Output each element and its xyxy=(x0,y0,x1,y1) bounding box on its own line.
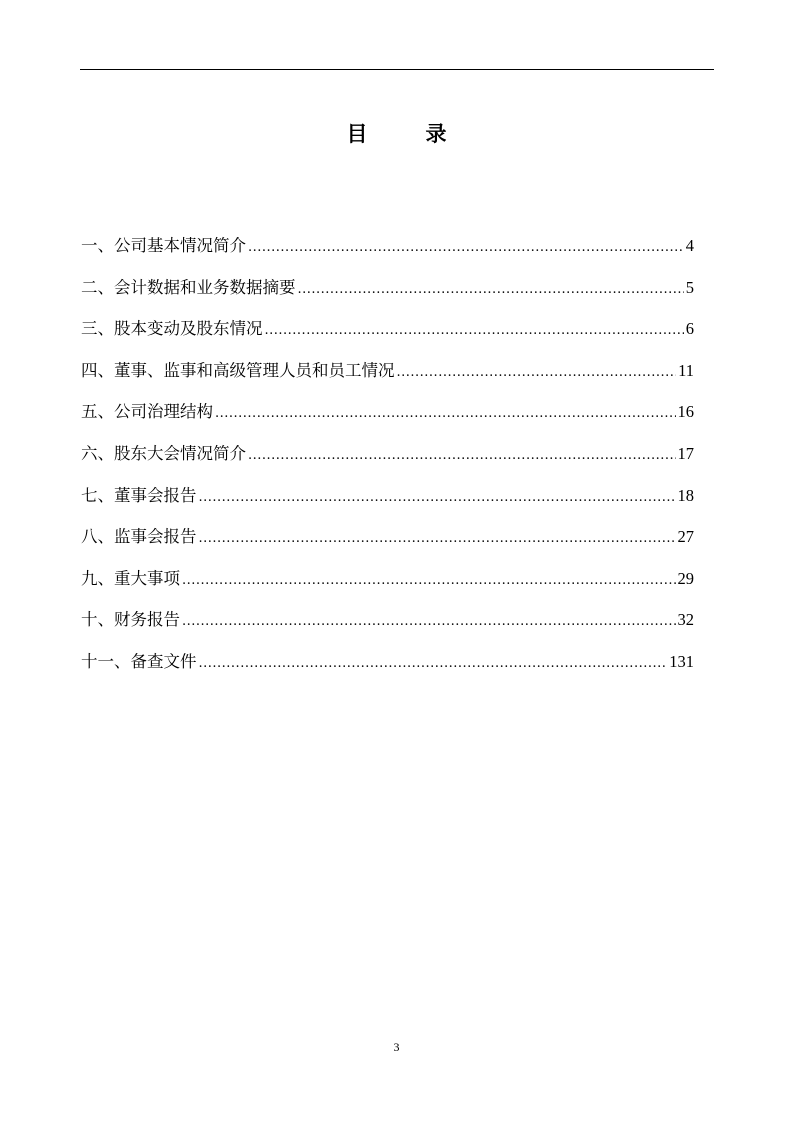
toc-entry-page: 5 xyxy=(685,277,694,297)
toc-entry-page: 27 xyxy=(677,527,694,547)
title-part-2: 录 xyxy=(425,121,447,146)
toc-leader-dots xyxy=(182,609,676,635)
toc-leader-dots xyxy=(199,526,676,552)
toc-entry-label: 四、董事、监事和高级管理人员和员工情况 xyxy=(81,360,395,380)
table-of-contents xyxy=(81,233,694,691)
toc-entry-page: 6 xyxy=(685,319,694,339)
toc-entry[interactable] xyxy=(81,524,694,566)
toc-entry-page: 32 xyxy=(677,610,694,630)
toc-entry-page: 29 xyxy=(677,568,694,588)
page-number: 3 xyxy=(393,1040,400,1054)
toc-entry-label: 十、财务报告 xyxy=(81,610,180,630)
toc-entry[interactable] xyxy=(81,399,694,441)
header-rule xyxy=(80,69,714,70)
toc-leader-dots xyxy=(397,360,677,386)
toc-entry[interactable] xyxy=(81,649,694,691)
toc-leader-dots xyxy=(265,318,684,344)
toc-entry[interactable] xyxy=(81,275,694,317)
toc-entry[interactable] xyxy=(81,233,694,275)
toc-entry-label: 七、董事会报告 xyxy=(81,485,197,505)
toc-entry-page: 4 xyxy=(685,236,694,255)
toc-entry-label: 五、公司治理结构 xyxy=(81,402,213,422)
toc-entry-label: 一、公司基本情况简介 xyxy=(81,236,246,255)
toc-entry-label: 三、股本变动及股东情况 xyxy=(81,319,263,339)
toc-entry-label: 八、监事会报告 xyxy=(81,527,197,547)
title-part-1: 目 xyxy=(346,121,368,146)
toc-leader-dots xyxy=(215,401,676,427)
toc-entry-label: 六、股东大会情况简介 xyxy=(81,443,246,463)
toc-entry[interactable] xyxy=(81,441,694,483)
toc-entry[interactable] xyxy=(81,483,694,525)
toc-entry[interactable] xyxy=(81,607,694,649)
toc-leader-dots xyxy=(248,443,676,469)
toc-entry-page: 11 xyxy=(678,360,694,380)
toc-entry-page: 17 xyxy=(677,443,694,463)
toc-entry-page: 131 xyxy=(669,651,694,671)
toc-leader-dots xyxy=(248,235,684,261)
toc-entry-label: 十一、备查文件 xyxy=(81,651,197,671)
toc-leader-dots xyxy=(199,651,668,677)
toc-entry-label: 二、会计数据和业务数据摘要 xyxy=(81,277,296,297)
toc-entry[interactable] xyxy=(81,358,694,400)
toc-entry-page: 18 xyxy=(677,485,694,505)
toc-leader-dots xyxy=(199,485,676,511)
page-title xyxy=(0,118,793,148)
toc-entry[interactable] xyxy=(81,566,694,608)
toc-entry[interactable] xyxy=(81,316,694,358)
toc-leader-dots xyxy=(298,277,684,303)
toc-entry-label: 九、重大事项 xyxy=(81,568,180,588)
toc-entry-page: 16 xyxy=(677,402,694,422)
toc-leader-dots xyxy=(182,568,676,594)
